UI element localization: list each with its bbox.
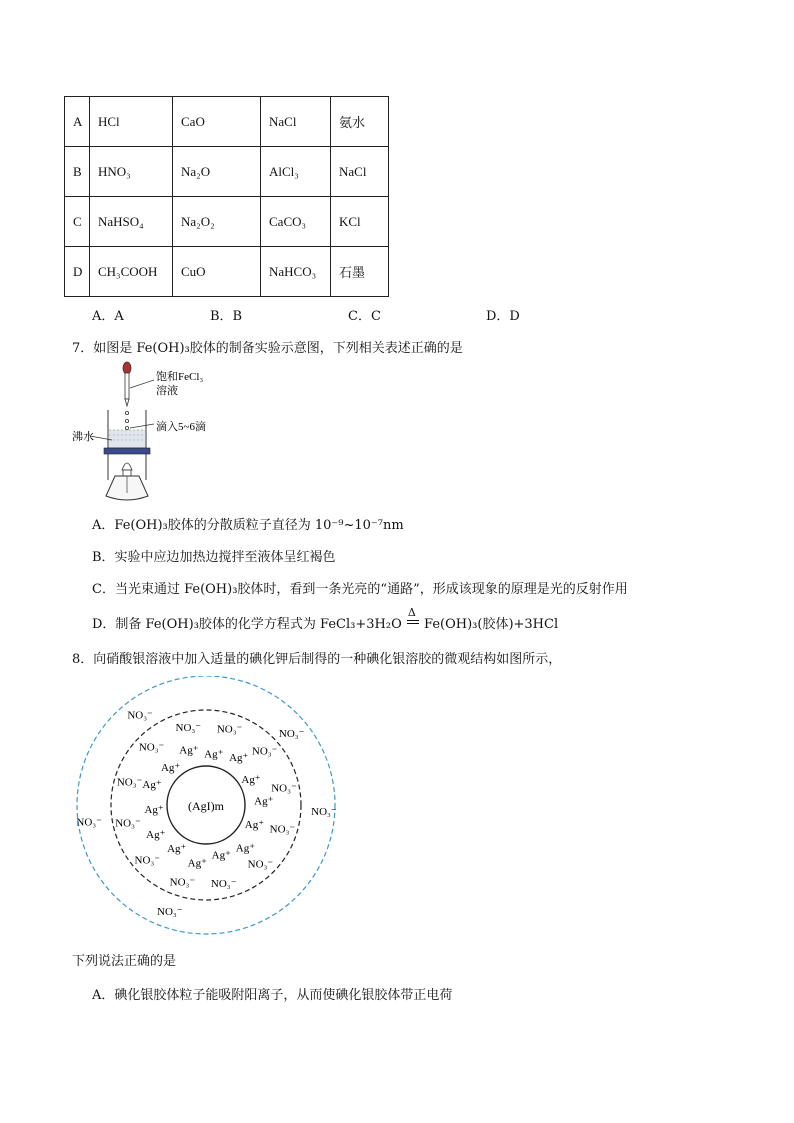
q7-option-b: B．实验中应边加热边搅拌至液体呈红褐色 bbox=[92, 550, 336, 565]
table-cell: Na₂O₂ bbox=[173, 197, 261, 247]
table-row bbox=[65, 197, 389, 247]
alcohol-lamp-icon bbox=[106, 463, 148, 500]
q6-option-b: B．B bbox=[210, 309, 243, 324]
q8-option-a: A．碘化银胶体粒子能吸附阳离子，从而使碘化银胶体带正电荷 bbox=[92, 988, 453, 1003]
q8-stem: 8．向硝酸银溶液中加入适量的碘化钾后制得的一种碘化银溶胶的微观结构如图所示， bbox=[72, 652, 562, 667]
row-label: C bbox=[65, 197, 90, 247]
row-label: B bbox=[65, 147, 90, 197]
cation-label: Ag⁺ bbox=[160, 761, 181, 774]
cation-label: Ag⁺ bbox=[142, 778, 162, 791]
cation-label: Ag⁺ bbox=[179, 744, 199, 757]
anion-label: NO₃⁻ bbox=[134, 854, 161, 867]
cation-label: Ag⁺ bbox=[244, 819, 265, 831]
table-cell: 石墨 bbox=[331, 247, 389, 297]
table-cell: HNO₃ bbox=[90, 147, 173, 197]
anion-label: NO₃⁻ bbox=[157, 906, 183, 918]
q6-option-c: C．C bbox=[348, 309, 381, 324]
anion-label: NO₃⁻ bbox=[169, 876, 196, 889]
anion-label: NO₃⁻ bbox=[269, 823, 296, 836]
q6-table bbox=[64, 96, 389, 297]
label-fecl3-line2: 溶液 bbox=[156, 385, 178, 397]
q7-option-a: A．Fe(OH)₃胶体的分散质粒子直径为 10⁻⁹~10⁻⁷nm bbox=[92, 518, 404, 533]
anion-label: NO₃⁻ bbox=[311, 805, 337, 818]
anion-label: NO₃⁻ bbox=[175, 722, 202, 734]
table-cell: NaHCO₃ bbox=[261, 247, 331, 297]
cation-label: Ag⁺ bbox=[229, 752, 249, 765]
anion-labels bbox=[76, 709, 336, 918]
colloid-apparatus-figure bbox=[68, 358, 238, 508]
anion-label: NO₃⁻ bbox=[216, 723, 243, 736]
anion-label: NO₃⁻ bbox=[271, 782, 297, 795]
table-cell: NaCl bbox=[331, 147, 389, 197]
core-label: (AgI)m bbox=[188, 799, 224, 813]
dropper-icon bbox=[123, 362, 131, 423]
q7-option-d-right: Fe(OH)₃(胶体)+3HCl bbox=[424, 617, 559, 632]
beaker-icon bbox=[108, 410, 146, 448]
table-cell: KCl bbox=[331, 197, 389, 247]
anion-label: NO₃⁻ bbox=[138, 741, 165, 754]
table-cell: CaO bbox=[173, 97, 261, 147]
row-label: A bbox=[65, 97, 90, 147]
anion-label: NO₃⁻ bbox=[76, 816, 102, 829]
agi-sol-structure-figure bbox=[70, 676, 342, 938]
table-row bbox=[65, 97, 389, 147]
q7-option-c: C．当光束通过 Fe(OH)₃胶体时，看到一条光亮的“通路”，形成该现象的原理是光的反射作用 bbox=[92, 582, 628, 597]
delta-symbol: Δ bbox=[407, 606, 416, 619]
cation-label: Ag⁺ bbox=[204, 748, 224, 761]
anion-label: NO₃⁻ bbox=[116, 776, 143, 789]
cation-label: Ag⁺ bbox=[235, 842, 256, 855]
label-boiling-water: 沸水 bbox=[72, 431, 94, 443]
table-cell: CaCO₃ bbox=[261, 197, 331, 247]
cation-label: Ag⁺ bbox=[167, 843, 187, 855]
q7-option-d bbox=[92, 606, 559, 632]
q7-stem: 7．如图是 Fe(OH)₃胶体的制备实验示意图，下列相关表述正确的是 bbox=[72, 341, 463, 356]
cation-label: Ag⁺ bbox=[144, 803, 164, 816]
label-fecl3-line1: 饱和FeCl₃ bbox=[156, 371, 204, 383]
table-cell: 氨水 bbox=[331, 97, 389, 147]
cation-label: Ag⁺ bbox=[211, 849, 231, 862]
table-row bbox=[65, 247, 389, 297]
q8-followup: 下列说法正确的是 bbox=[72, 954, 177, 969]
gauze-icon bbox=[104, 448, 150, 454]
anion-label: NO₃⁻ bbox=[251, 745, 278, 758]
table-cell: Na₂O bbox=[173, 147, 261, 197]
row-label: D bbox=[65, 247, 90, 297]
cation-label: Ag⁺ bbox=[146, 829, 166, 841]
table-cell: AlCl₃ bbox=[261, 147, 331, 197]
anion-label: NO₃⁻ bbox=[115, 817, 141, 830]
cation-label: Ag⁺ bbox=[241, 774, 261, 786]
q6-option-a: A．A bbox=[92, 309, 124, 324]
anion-label: NO₃⁻ bbox=[210, 878, 237, 890]
table-cell: NaHSO₄ bbox=[90, 197, 173, 247]
table-cell: NaCl bbox=[261, 97, 331, 147]
q7-option-d-left: D．制备 Fe(OH)₃胶体的化学方程式为 FeCl₃+3H₂O bbox=[92, 617, 402, 632]
table-row bbox=[65, 147, 389, 197]
table-cell: CuO bbox=[173, 247, 261, 297]
table-cell: CH₃COOH bbox=[90, 247, 173, 297]
cation-label: Ag⁺ bbox=[187, 857, 207, 870]
label-drops: 滴入5~6滴 bbox=[156, 421, 206, 433]
table-cell: HCl bbox=[90, 97, 173, 147]
cation-label: Ag⁺ bbox=[254, 795, 274, 808]
anion-label: NO₃⁻ bbox=[247, 858, 274, 871]
anion-label: NO₃⁻ bbox=[278, 727, 305, 740]
anion-label: NO₃⁻ bbox=[127, 709, 153, 722]
q6-option-d: D．D bbox=[486, 309, 520, 324]
